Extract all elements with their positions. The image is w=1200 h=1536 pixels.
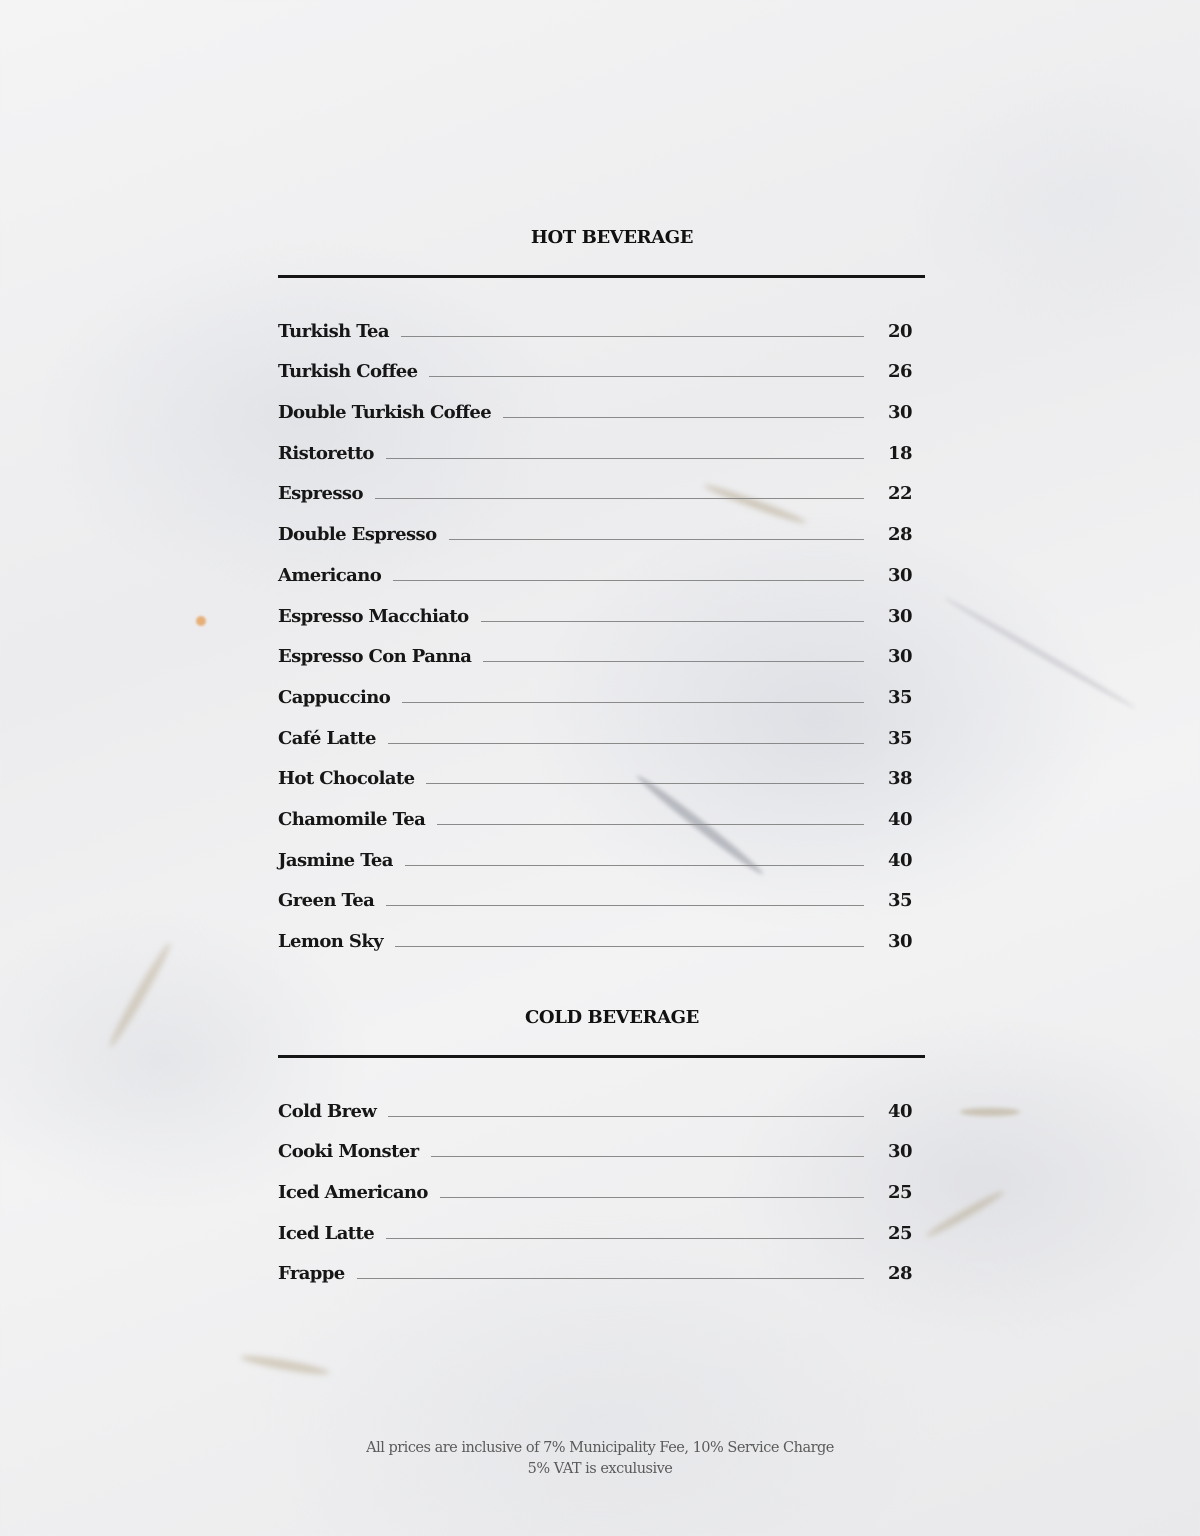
item-price: 40 — [888, 849, 913, 871]
menu-item — [278, 637, 914, 678]
item-name: Frappe — [278, 1263, 345, 1285]
item-price: 35 — [888, 890, 913, 912]
menu-item — [278, 1213, 914, 1254]
menu-item — [278, 718, 914, 759]
menu-item — [278, 474, 914, 515]
cold-beverage-divider — [278, 1055, 925, 1058]
item-price: 30 — [888, 931, 913, 952]
menu-item — [278, 555, 914, 596]
disclaimer-line-2: 5% VAT is exculusive — [527, 1461, 673, 1477]
item-name: Iced Latte — [278, 1222, 375, 1244]
item-name: Lemon Sky — [278, 931, 384, 952]
item-price: 30 — [888, 1141, 913, 1163]
item-price: 35 — [888, 686, 913, 708]
dotted-leader — [386, 905, 864, 906]
item-name: Espresso — [278, 483, 363, 505]
item-price: 18 — [888, 442, 913, 464]
dotted-leader — [386, 1238, 864, 1239]
item-name: Americano — [278, 564, 382, 586]
dotted-leader — [449, 539, 865, 540]
marble-vein — [924, 1188, 1006, 1240]
dotted-leader — [388, 1116, 864, 1117]
marble-vein — [106, 941, 175, 1050]
menu-item — [278, 840, 914, 881]
menu-item — [278, 881, 914, 922]
item-price: 26 — [888, 361, 913, 383]
item-price: 30 — [888, 564, 913, 586]
dotted-leader — [429, 376, 864, 377]
menu-item — [278, 596, 914, 637]
dotted-leader — [402, 702, 864, 703]
item-price: 40 — [888, 808, 913, 830]
item-price: 30 — [888, 605, 913, 627]
dotted-leader — [357, 1278, 864, 1279]
marble-vein — [960, 1108, 1020, 1116]
item-name: Green Tea — [278, 890, 375, 912]
item-price: 30 — [888, 646, 913, 668]
item-price: 25 — [888, 1182, 913, 1204]
item-name: Double Espresso — [278, 524, 437, 546]
menu-item — [278, 1172, 914, 1213]
dotted-leader — [503, 417, 864, 418]
item-name: Turkish Coffee — [278, 361, 418, 383]
item-name: Espresso Con Panna — [278, 646, 472, 668]
dotted-leader — [483, 661, 864, 662]
dotted-leader — [388, 743, 864, 744]
item-name: Cooki Monster — [278, 1141, 419, 1163]
item-price: 28 — [888, 524, 913, 546]
hot-beverage-divider — [278, 275, 925, 278]
item-price: 28 — [888, 1263, 913, 1285]
item-name: Chamomile Tea — [278, 808, 426, 830]
menu-item — [278, 921, 914, 962]
dotted-leader — [440, 1197, 864, 1198]
dotted-leader — [386, 458, 864, 459]
item-name: Hot Chocolate — [278, 768, 415, 790]
menu-item — [278, 392, 914, 433]
marble-vein — [196, 616, 206, 626]
item-price: 22 — [888, 483, 913, 505]
item-name: Café Latte — [278, 727, 376, 749]
menu-item — [278, 433, 914, 474]
item-name: Iced Americano — [278, 1182, 428, 1204]
cold-beverage-title: COLD BEVERAGE — [525, 1007, 699, 1028]
dotted-leader — [481, 621, 864, 622]
price-disclaimer — [0, 1438, 1200, 1480]
item-name: Ristoretto — [278, 442, 374, 464]
menu-item — [278, 677, 914, 718]
dotted-leader — [395, 946, 864, 947]
item-price: 25 — [888, 1222, 913, 1244]
menu-item — [278, 514, 914, 555]
item-price: 30 — [888, 402, 913, 424]
dotted-leader — [405, 865, 864, 866]
dotted-leader — [437, 824, 864, 825]
marble-vein — [943, 595, 1137, 710]
item-name: Cold Brew — [278, 1100, 377, 1122]
dotted-leader — [426, 783, 864, 784]
item-price: 38 — [888, 768, 913, 790]
item-price: 35 — [888, 727, 913, 749]
menu-item — [278, 759, 914, 800]
dotted-leader — [401, 336, 864, 337]
item-name: Espresso Macchiato — [278, 605, 469, 627]
menu-item — [278, 1254, 914, 1295]
item-name: Cappuccino — [278, 686, 391, 708]
menu-item — [278, 352, 914, 393]
item-price: 20 — [888, 320, 913, 342]
marble-vein — [240, 1352, 330, 1377]
menu-item — [278, 311, 914, 352]
dotted-leader — [375, 498, 864, 499]
dotted-leader — [393, 580, 864, 581]
menu-item — [278, 1091, 914, 1132]
item-name: Turkish Tea — [278, 320, 389, 342]
hot-beverage-title: HOT BEVERAGE — [530, 227, 694, 248]
disclaimer-line-1: All prices are inclusive of 7% Municipality Fee, 10% Service Charge — [366, 1440, 834, 1456]
cold-beverage-list — [278, 1091, 914, 1294]
hot-beverage-list — [278, 311, 914, 962]
item-name: Double Turkish Coffee — [278, 402, 492, 424]
menu-item — [278, 1132, 914, 1173]
item-price: 40 — [888, 1100, 913, 1122]
dotted-leader — [431, 1156, 864, 1157]
menu-item — [278, 799, 914, 840]
item-name: Jasmine Tea — [278, 849, 393, 871]
